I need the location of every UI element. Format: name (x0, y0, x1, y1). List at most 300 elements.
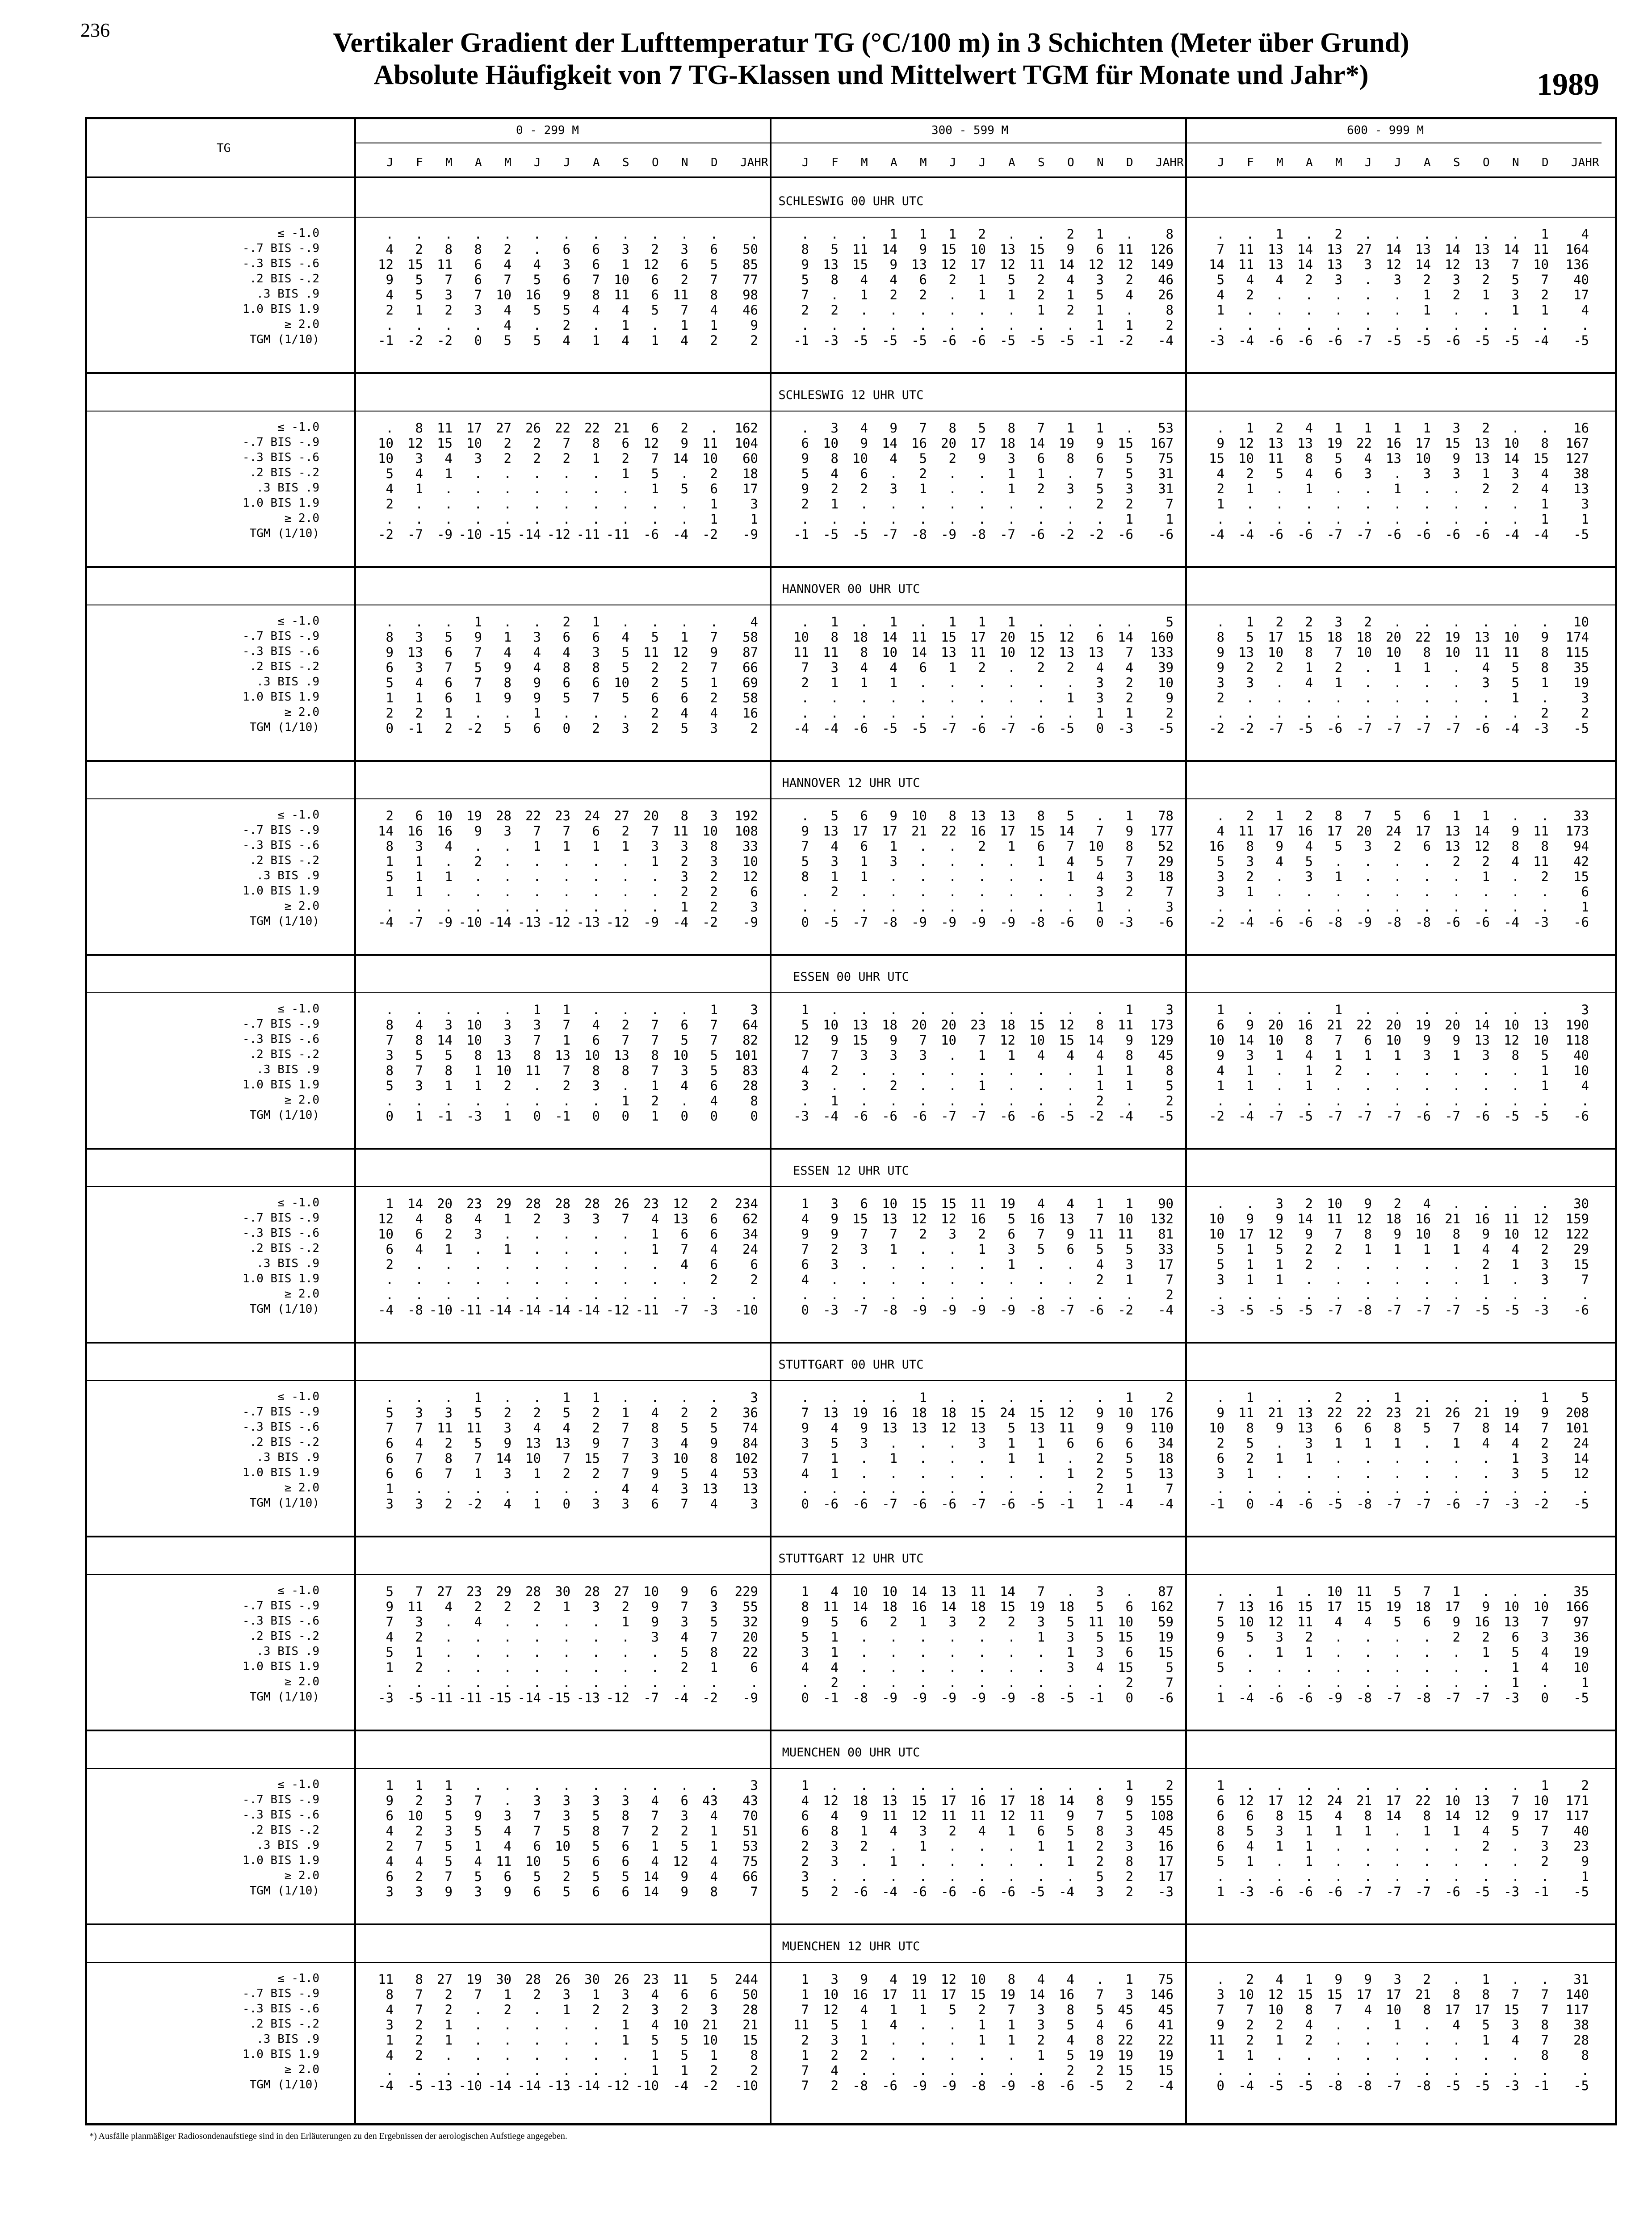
table-cell: 77 (742, 272, 758, 287)
table-cell: 1 (533, 1002, 541, 1017)
table-cell: . (978, 1272, 986, 1287)
table-cell: 9 (860, 1972, 868, 1987)
table-cell: . (621, 614, 629, 630)
table-cell: 177 (1150, 823, 1174, 839)
row-label: -.3 BIS -.6 (242, 257, 319, 270)
table-cell: 1 (1066, 1645, 1074, 1660)
table-cell: 1 (415, 690, 423, 705)
table-cell: 8 (444, 242, 453, 257)
table-cell: 8 (1541, 2048, 1549, 2063)
table-cell: . (415, 227, 423, 242)
table-cell: 1 (1066, 1854, 1074, 1869)
table-cell: 4 (1246, 272, 1254, 287)
table-cell: . (750, 1675, 758, 1690)
table-cell: . (1305, 1466, 1313, 1481)
table-cell: . (386, 420, 394, 436)
table-cell: 26 (525, 420, 541, 436)
table-cell: -12 (547, 915, 570, 930)
table-cell: -8 (970, 527, 986, 542)
row-label: .2 BIS -.2 (249, 1048, 319, 1061)
table-cell: 4 (386, 2048, 394, 2063)
table-cell: . (948, 1629, 956, 1645)
table-cell: 1 (1125, 318, 1133, 333)
table-cell: . (889, 1436, 897, 1451)
table-cell: 4 (651, 1211, 659, 1226)
table-cell: 10 (1000, 645, 1015, 660)
table-cell: 4 (1125, 660, 1133, 675)
section-divider (87, 760, 1615, 762)
table-cell: 84 (742, 1436, 758, 1451)
table-cell: . (1007, 884, 1015, 899)
table-cell: -6 (1268, 333, 1283, 348)
table-cell: 1 (1125, 705, 1133, 721)
table-cell: . (562, 466, 570, 481)
table-cell: 10 (1533, 1599, 1549, 1614)
table-cell: 3 (1305, 1436, 1313, 1451)
table-cell: 1 (1066, 1839, 1074, 1854)
table-cell: 3 (919, 1823, 927, 1839)
table-cell: . (1275, 690, 1283, 705)
table-cell: 3 (750, 1002, 758, 1017)
table-cell: 14 (852, 1599, 868, 1614)
table-cell: 2 (533, 436, 541, 451)
table-cell: 20 (1386, 1017, 1401, 1033)
table-cell: 1 (1305, 660, 1313, 675)
table-cell: 162 (734, 420, 758, 436)
table-cell: . (533, 1481, 541, 1496)
table-cell: . (1216, 614, 1224, 630)
table-cell: . (1246, 302, 1254, 318)
table-cell: . (503, 839, 512, 854)
table-cell: 2 (1305, 1196, 1313, 1211)
table-cell: . (1511, 512, 1519, 527)
table-cell: 17 (1356, 1987, 1372, 2002)
table-cell: 2 (1096, 1854, 1104, 1869)
table-cell: 6 (1125, 1599, 1133, 1614)
table-cell: 10 (525, 1451, 541, 1466)
table-cell: 9 (1216, 436, 1224, 451)
table-cell: -6 (1415, 1109, 1431, 1124)
table-cell: -4 (378, 915, 394, 930)
table-cell: . (889, 512, 897, 527)
row-label: -.7 BIS -.9 (242, 1599, 319, 1613)
table-cell: 1 (1037, 466, 1045, 481)
table-cell: 1 (386, 854, 394, 869)
table-cell: . (444, 1272, 453, 1287)
table-cell: -2 (1059, 527, 1074, 542)
table-cell: 1 (1246, 481, 1254, 496)
table-cell: . (919, 302, 927, 318)
table-cell: . (889, 1869, 897, 1884)
table-cell: . (1482, 302, 1490, 318)
table-cell: 4 (830, 1584, 839, 1599)
table-cell: 2 (801, 1839, 809, 1854)
table-cell: 4 (1216, 466, 1224, 481)
table-cell: 11 (466, 1420, 482, 1436)
table-cell: 3 (592, 645, 600, 660)
table-cell: 21 (702, 2017, 718, 2032)
table-cell: 1 (474, 1078, 482, 1093)
table-cell: 1 (444, 2017, 453, 2032)
table-cell: . (1125, 1093, 1133, 1109)
table-cell: . (1007, 1390, 1015, 1405)
table-cell: 7 (1364, 808, 1372, 823)
table-cell: . (1423, 1466, 1431, 1481)
table-cell: 12 (823, 1793, 839, 1808)
row-label: ≤ -1.0 (277, 1972, 319, 1985)
table-cell: 2 (680, 272, 688, 287)
table-cell: -15 (488, 527, 512, 542)
table-cell: 2 (1246, 466, 1254, 481)
table-cell: . (860, 1287, 868, 1302)
table-cell: . (919, 1257, 927, 1272)
table-cell: 1 (710, 675, 718, 690)
page-title (223, 27, 1519, 91)
table-cell: 8 (1541, 839, 1549, 854)
table-cell: 22 (525, 808, 541, 823)
table-cell: -7 (1356, 1884, 1372, 1899)
table-cell: 2 (1305, 1242, 1313, 1257)
table-cell: -5 (407, 1690, 423, 1705)
table-cell: 5 (1096, 1242, 1104, 1257)
table-cell: 1 (1482, 869, 1490, 884)
table-cell: 15 (1533, 451, 1549, 466)
table-cell: 14 (407, 1196, 423, 1211)
table-cell: . (1007, 1839, 1015, 1854)
year-label: 1989 (1537, 67, 1599, 102)
table-cell: . (1482, 705, 1490, 721)
row-label: .3 BIS .9 (256, 869, 319, 882)
table-cell: . (1216, 1675, 1224, 1690)
table-cell: 12 (673, 1854, 688, 1869)
table-cell: 7 (1511, 1987, 1519, 2002)
table-cell: . (1246, 1584, 1254, 1599)
table-cell: . (948, 1063, 956, 1078)
table-cell: -5 (1297, 2078, 1313, 2093)
table-cell: -5 (882, 721, 897, 736)
table-cell: . (830, 1287, 839, 1302)
table-cell: 3 (651, 2002, 659, 2017)
table-cell: -9 (970, 1302, 986, 1318)
table-cell: 3 (1066, 1660, 1074, 1675)
table-cell: 12 (1386, 257, 1401, 272)
table-cell: 1 (592, 451, 600, 466)
table-cell: 2 (444, 1436, 453, 1451)
table-cell: 8 (860, 645, 868, 660)
table-cell: -12 (606, 1690, 629, 1705)
table-cell: . (592, 1660, 600, 1675)
table-cell: 17 (742, 481, 758, 496)
row-label: -.3 BIS -.6 (242, 839, 319, 852)
table-cell: -5 (1415, 333, 1431, 348)
table-cell: 11 (437, 257, 453, 272)
table-cell: . (621, 481, 629, 496)
table-cell: . (1125, 1584, 1133, 1599)
table-cell: 5 (1216, 1854, 1224, 1869)
table-cell: 6 (1364, 1033, 1372, 1048)
table-cell: 7 (415, 1839, 423, 1854)
table-cell: 8 (444, 1211, 453, 1226)
table-cell: 2 (1482, 1629, 1490, 1645)
table-cell: -14 (517, 2078, 541, 2093)
table-cell: 7 (801, 2063, 809, 2078)
table-cell: 9 (860, 1808, 868, 1823)
table-cell: . (1541, 690, 1549, 705)
table-cell: . (1037, 705, 1045, 721)
table-cell: . (1393, 227, 1401, 242)
table-cell: 1 (1541, 1390, 1549, 1405)
table-cell: . (592, 1645, 600, 1660)
table-cell: 2 (680, 1405, 688, 1420)
table-cell: . (860, 1063, 868, 1078)
table-cell: -6 (852, 721, 868, 736)
table-cell: 5 (415, 272, 423, 287)
table-cell: 4 (503, 257, 512, 272)
table-cell: 1 (503, 1987, 512, 2002)
table-cell: -3 (1118, 721, 1133, 736)
table-cell: 9 (1452, 1614, 1460, 1629)
table-cell: . (919, 705, 927, 721)
table-cell: . (1007, 1466, 1015, 1481)
table-cell: . (919, 1272, 927, 1287)
table-cell: 14 (882, 436, 897, 451)
table-cell: -6 (1059, 915, 1074, 930)
table-cell: 14 (1059, 1793, 1074, 1808)
table-cell: -7 (1445, 1690, 1460, 1705)
table-cell: 1 (592, 839, 600, 854)
table-cell: 8 (710, 1884, 718, 1899)
table-cell: 18 (852, 1793, 868, 1808)
table-cell: 21 (1356, 1793, 1372, 1808)
table-cell: 12 (673, 1196, 688, 1211)
table-cell: 15 (437, 436, 453, 451)
row-label: ≤ -1.0 (277, 420, 319, 434)
table-cell: . (503, 1257, 512, 1272)
table-cell: 9 (1096, 1405, 1104, 1420)
table-cell: 17 (1000, 1793, 1015, 1808)
table-cell: 2 (415, 1793, 423, 1808)
table-cell: . (592, 899, 600, 915)
table-cell: . (948, 1660, 956, 1675)
table-cell: . (1037, 1272, 1045, 1287)
table-cell: 6 (1423, 1614, 1431, 1629)
table-cell: . (503, 2017, 512, 2032)
table-cell: 7 (680, 1496, 688, 1512)
table-cell: . (1275, 1869, 1283, 1884)
table-cell: 20 (1445, 1017, 1460, 1033)
header-month: J (1217, 156, 1224, 169)
table-cell: -5 (1029, 333, 1045, 348)
table-cell: -14 (488, 915, 512, 930)
table-cell: 12 (1356, 1211, 1372, 1226)
row-label: 1.0 BIS 1.9 (242, 302, 319, 316)
table-cell: 4 (1482, 1436, 1490, 1451)
table-cell: . (860, 1272, 868, 1287)
table-cell: 75 (742, 1854, 758, 1869)
table-cell: -6 (1573, 915, 1589, 930)
table-cell: 3 (1364, 839, 1372, 854)
table-cell: 10 (823, 1017, 839, 1033)
table-cell: 7 (860, 1226, 868, 1242)
table-cell: . (1066, 1093, 1074, 1109)
header-month: O (1483, 156, 1490, 169)
table-cell: . (1334, 899, 1342, 915)
table-cell: 10 (882, 1196, 897, 1211)
table-cell: 7 (919, 420, 927, 436)
table-cell: 15 (1029, 630, 1045, 645)
table-cell: . (1037, 1675, 1045, 1690)
table-cell: 4 (1275, 1972, 1283, 1987)
table-cell: 15 (970, 1405, 986, 1420)
table-cell: 2 (1096, 2063, 1104, 2078)
table-cell: 11 (970, 1584, 986, 1599)
table-cell: 0 (474, 333, 482, 348)
table-cell: 2 (1125, 496, 1133, 512)
table-cell: 5 (1275, 466, 1283, 481)
table-cell: . (1066, 496, 1074, 512)
table-cell: 2 (444, 1987, 453, 2002)
table-cell: 5 (1511, 1645, 1519, 1660)
table-cell: -5 (407, 2078, 423, 2093)
table-cell: 2 (1166, 1287, 1174, 1302)
table-cell: 31 (1573, 1972, 1589, 1987)
table-cell: . (503, 1226, 512, 1242)
table-cell: 9 (801, 481, 809, 496)
header-tg-label: TG (217, 142, 231, 155)
table-cell: 45 (1158, 1048, 1174, 1063)
table-cell: . (1334, 1481, 1342, 1496)
table-cell: 15 (1209, 451, 1224, 466)
table-cell: 1 (415, 869, 423, 884)
table-cell: 5 (1334, 839, 1342, 854)
table-cell: . (978, 1778, 986, 1793)
table-cell: . (1037, 1481, 1045, 1496)
table-cell: . (533, 2032, 541, 2048)
table-cell: 12 (1238, 436, 1254, 451)
table-cell: 4 (1581, 227, 1589, 242)
table-cell: 2 (415, 1629, 423, 1645)
row-label: -.3 BIS -.6 (242, 1033, 319, 1046)
table-cell: . (562, 1257, 570, 1272)
table-cell: 33 (742, 839, 758, 854)
table-cell: . (978, 496, 986, 512)
table-cell: 8 (1066, 2002, 1074, 2017)
table-cell: -7 (1268, 721, 1283, 736)
table-cell: 9 (1305, 1226, 1313, 1242)
table-cell: 12 (1504, 1033, 1519, 1048)
table-cell: 11 (643, 645, 659, 660)
table-cell: 5 (474, 1405, 482, 1420)
table-cell: 2 (1246, 2017, 1254, 2032)
table-cell: 16 (1474, 1614, 1490, 1629)
table-cell: 1 (1066, 869, 1074, 884)
table-cell: 5 (1216, 1614, 1224, 1629)
table-cell: . (1364, 227, 1372, 242)
table-cell: 18 (1415, 1599, 1431, 1614)
station-rule (87, 1962, 1615, 1963)
table-cell: 5 (562, 1884, 570, 1899)
table-cell: 20 (643, 808, 659, 823)
table-cell: 0 (1125, 1690, 1133, 1705)
table-cell: -7 (1356, 1109, 1372, 1124)
table-cell: 4 (1541, 1660, 1549, 1675)
table-cell: -8 (1356, 1302, 1372, 1318)
table-cell: 6 (621, 1839, 629, 1854)
table-cell: . (1452, 2048, 1460, 2063)
table-cell: 21 (1415, 1987, 1431, 2002)
table-cell: -7 (1415, 1302, 1431, 1318)
table-cell: -6 (911, 1884, 927, 1899)
table-cell: . (621, 1242, 629, 1257)
table-cell: . (1275, 1854, 1283, 1869)
table-cell: 8 (1037, 808, 1045, 823)
table-cell: 1 (592, 333, 600, 348)
table-cell: . (1423, 1839, 1431, 1854)
table-cell: 2 (680, 884, 688, 899)
table-cell: -2 (466, 1496, 482, 1512)
table-cell: 18 (852, 630, 868, 645)
table-cell: 11 (1533, 242, 1549, 257)
table-cell: 3 (562, 1808, 570, 1823)
table-cell: 9 (889, 257, 897, 272)
table-cell: 50 (742, 242, 758, 257)
table-cell: 15 (941, 242, 956, 257)
table-cell: 15 (1029, 1017, 1045, 1033)
table-cell: -9 (742, 1690, 758, 1705)
table-cell: . (1482, 496, 1490, 512)
table-cell: 3 (621, 721, 629, 736)
table-cell: 15 (1118, 2063, 1133, 2078)
table-cell: 19 (466, 1972, 482, 1987)
table-cell: . (415, 1287, 423, 1302)
table-cell: 1 (1275, 808, 1283, 823)
table-cell: . (860, 884, 868, 899)
table-cell: 5 (1246, 630, 1254, 645)
table-cell: 17 (1445, 2002, 1460, 2017)
table-cell: -6 (1415, 527, 1431, 542)
table-cell: . (1393, 884, 1401, 899)
table-cell: -6 (1445, 915, 1460, 930)
table-cell: 3 (444, 1823, 453, 1839)
station-title: MUENCHEN 00 UHR UTC (782, 1746, 920, 1759)
table-cell: . (1364, 1287, 1372, 1302)
table-cell: 9 (1066, 1226, 1074, 1242)
table-cell: 1 (474, 614, 482, 630)
table-cell: 4 (1037, 1048, 1045, 1063)
table-cell: 1 (1037, 1629, 1045, 1645)
table-cell: 7 (415, 1584, 423, 1599)
table-cell: -5 (1445, 2078, 1460, 2093)
table-cell: 4 (1066, 1972, 1074, 1987)
table-cell: . (860, 690, 868, 705)
table-cell: 12 (742, 869, 758, 884)
table-cell: 2 (1423, 272, 1431, 287)
table-cell: 4 (1364, 1614, 1372, 1629)
table-cell: -4 (1504, 527, 1519, 542)
row-label: -.7 BIS -.9 (242, 1405, 319, 1419)
table-cell: 19 (1029, 1599, 1045, 1614)
table-cell: 2 (592, 1405, 600, 1420)
table-cell: 1 (444, 466, 453, 481)
table-cell: . (1364, 272, 1372, 287)
table-cell: 234 (734, 1196, 758, 1211)
table-cell: 19 (1158, 1629, 1174, 1645)
table-cell: 101 (734, 1048, 758, 1063)
table-cell: . (830, 512, 839, 527)
table-cell: 1 (1275, 1451, 1283, 1466)
table-cell: . (860, 1778, 868, 1793)
table-cell: 8 (562, 660, 570, 675)
